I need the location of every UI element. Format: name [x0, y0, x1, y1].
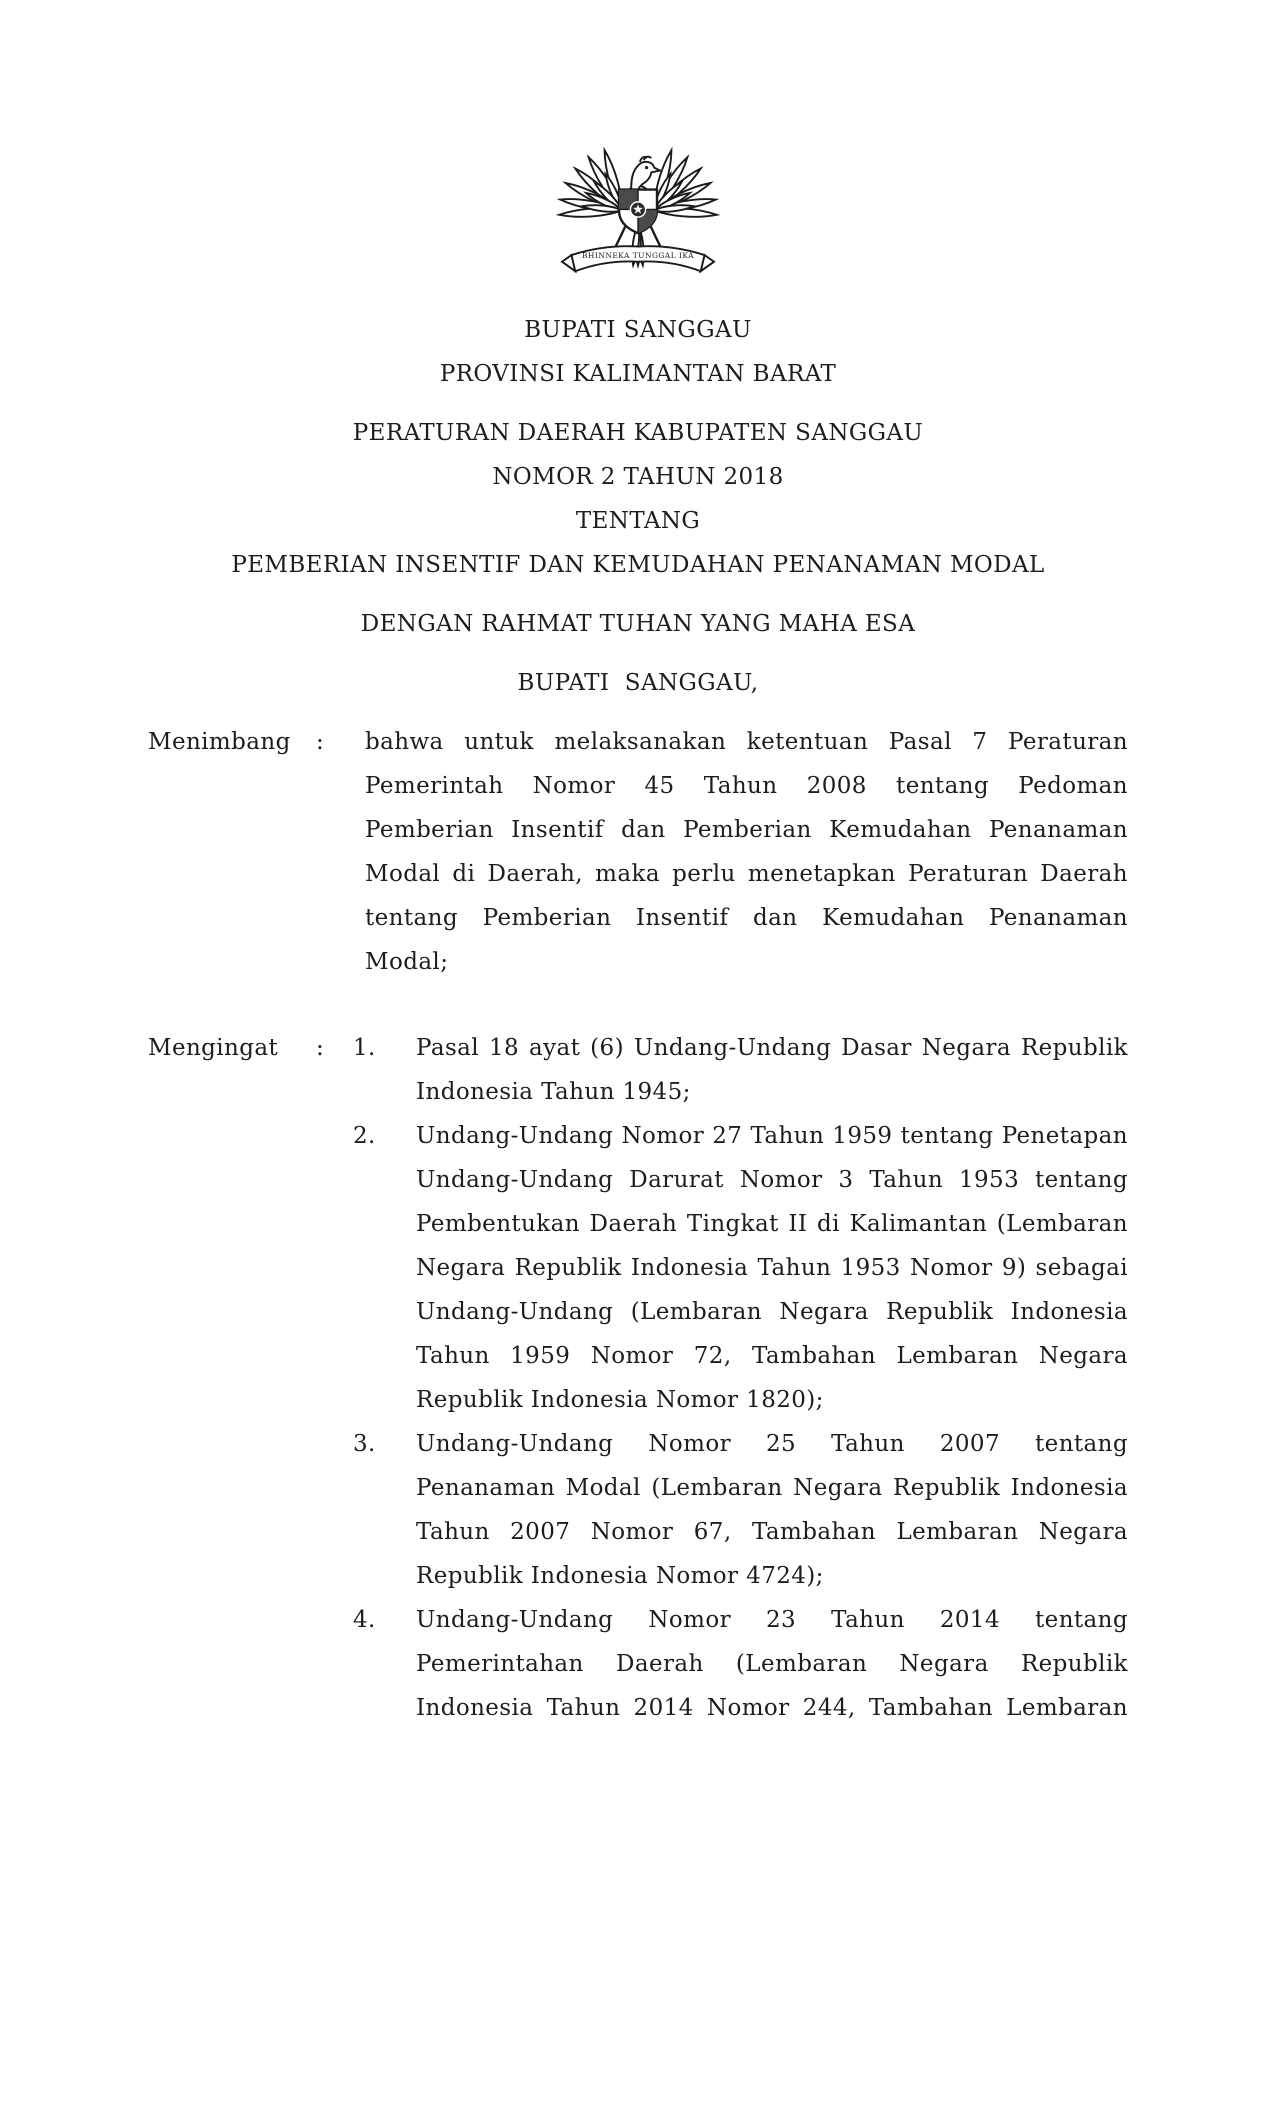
- legal-basis-item: [353, 1026, 1128, 1114]
- left-wing: [559, 149, 626, 219]
- item-text: Undang-Undang Nomor 25 Tahun 2007 tentang Penanaman Modal (Lembaran Negara Republik Indonesia Tahun 2007 Nomor 67, Tambahan Lembaran Negara Republik Indonesia Nomor 4724);: [416, 1431, 1128, 1589]
- right-wing: [650, 149, 717, 219]
- legal-basis-item: [353, 1598, 1128, 1730]
- mengingat-section: [148, 1026, 1128, 1730]
- menimbang-text: bahwa untuk melaksanakan ketentuan Pasal 7 Peraturan Pemerintah Nomor 45 Tahun 2008 tentang Pedoman Pemberian Insentif dan Pemberian Kemudahan Penanaman Modal di Daerah, maka perlu menetapkan Peraturan Daerah tentang Pemberian Insentif dan Kemudahan Penanaman Modal;: [365, 729, 1128, 975]
- item-text: Undang-Undang Nomor 27 Tahun 1959 tentang Penetapan Undang-Undang Darurat Nomor 3 Tahun 1953 tentang Pembentukan Daerah Tingkat II di Kalimantan (Lembaran Negara Republik Indonesia Tahun 1953 Nomor 9) sebagai Undang-Undang (Lembaran Negara Republik Indonesia Tahun 1959 Nomor 72, Tambahan Lembaran Negara Republik Indonesia Nomor 1820);: [416, 1123, 1128, 1413]
- regulation-subject: PEMBERIAN INSENTIF DAN KEMUDAHAN PENANAMAN MODAL: [231, 552, 1045, 578]
- garuda-svg: [543, 118, 733, 280]
- item-number: 3.: [353, 1431, 376, 1457]
- item-text: Undang-Undang Nomor 23 Tahun 2014 tentang Pemerintahan Daerah (Lembaran Negara Republik Indonesia Tahun 2014 Nomor 244, Tambahan Lembaran: [416, 1607, 1128, 1721]
- regulation-heading: [148, 411, 1128, 587]
- garuda-pancasila-emblem: [148, 118, 1128, 284]
- regulation-title: PERATURAN DAERAH KABUPATEN SANGGAU: [352, 420, 924, 446]
- item-number: 4.: [353, 1607, 376, 1633]
- authority-title: BUPATI SANGGAU: [524, 317, 752, 343]
- legal-basis-item: [353, 1114, 1128, 1422]
- issuer-line: BUPATI SANGGAU,: [517, 670, 759, 696]
- invocation-line: DENGAN RAHMAT TUHAN YANG MAHA ESA: [360, 611, 916, 637]
- letterhead: [148, 308, 1128, 396]
- menimbang-colon: :: [316, 729, 325, 755]
- mengingat-colon: :: [316, 1035, 325, 1061]
- about-label: TENTANG: [575, 508, 701, 534]
- legal-basis-item: [353, 1422, 1128, 1598]
- emblem-motto-text: BHINNEKA TUNGGAL IKA: [581, 250, 695, 260]
- regulation-number: NOMOR 2 TAHUN 2018: [492, 464, 784, 490]
- menimbang-section: [148, 720, 1128, 984]
- menimbang-label: Menimbang: [148, 729, 291, 755]
- mengingat-label: Mengingat: [148, 1035, 279, 1061]
- item-number: 1.: [353, 1035, 376, 1061]
- province-title: PROVINSI KALIMANTAN BARAT: [439, 361, 837, 387]
- mengingat-items: [353, 1026, 1128, 1730]
- item-number: 2.: [353, 1123, 376, 1149]
- item-text: Pasal 18 ayat (6) Undang-Undang Dasar Negara Republik Indonesia Tahun 1945;: [416, 1035, 1128, 1105]
